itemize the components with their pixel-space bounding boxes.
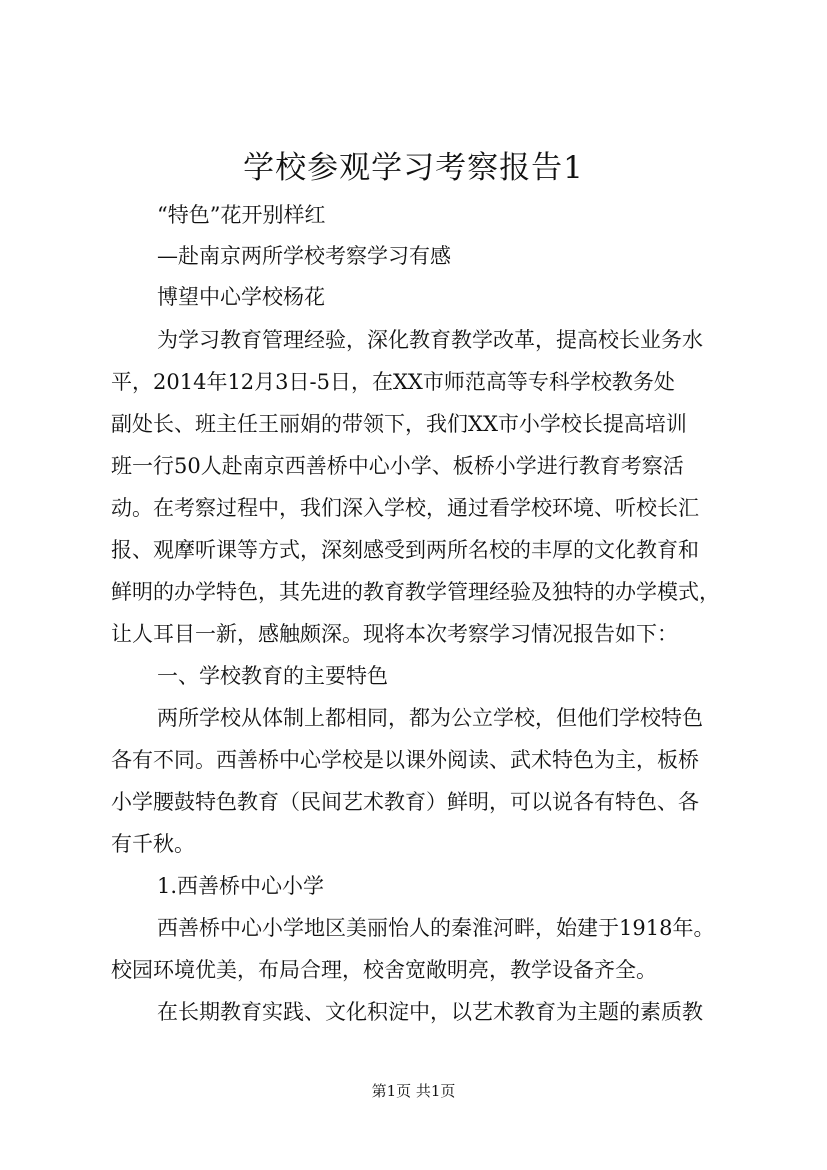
subtitle-line: “特色”花开别样红 — [157, 203, 326, 227]
paragraph-line: 各有不同。西善桥中心学校是以课外阅读、武术特色为主，板桥 — [111, 748, 699, 772]
document-title: 学校参观学习考察报告1 — [243, 150, 584, 186]
paragraph-line: 班一行50人赴南京西善桥中心小学、板桥小学进行教育考察活 — [111, 454, 684, 478]
paragraph-line: 为学习教育管理经验，深化教育教学改革，提高校长业务水 — [157, 328, 703, 352]
subtitle-line: —赴南京两所学校考察学习有感 — [157, 244, 451, 268]
paragraph-line: 报、观摩听课等方式，深刻感受到两所名校的丰厚的文化教育和 — [111, 538, 699, 562]
subsection-heading: 1.西善桥中心小学 — [157, 874, 325, 898]
paragraph-line: 鲜明的办学特色，其先进的教育教学管理经验及独特的办学模式， — [111, 580, 720, 604]
paragraph-line: 校园环境优美，布局合理，校舍宽敞明亮，教学设备齐全。 — [111, 958, 657, 982]
paragraph-line: 两所学校从体制上都相同，都为公立学校，但他们学校特色 — [157, 706, 703, 730]
paragraph-line: 动。在考察过程中，我们深入学校，通过看学校环境、听校长汇 — [111, 496, 699, 520]
paragraph-line: 让人耳目一新，感触颇深。现将本次考察学习情况报告如下： — [111, 622, 678, 646]
paragraph-line: 平，2014年12月3日-5日，在XX市师范高等专科学校教务处 — [111, 370, 675, 394]
paragraph-line: 在长期教育实践、文化积淀中，以艺术教育为主题的素质教 — [157, 1000, 703, 1024]
section-heading: 一、学校教育的主要特色 — [157, 664, 388, 688]
paragraph-line: 小学腰鼓特色教育（民间艺术教育）鲜明，可以说各有特色、各 — [111, 790, 699, 814]
paragraph-line: 西善桥中心小学地区美丽怡人的秦淮河畔，始建于1918年。 — [157, 916, 715, 940]
paragraph-line: 有千秋。 — [111, 832, 195, 856]
page-footer: 第1页 共1页 — [371, 1082, 456, 1100]
author-line: 博望中心学校杨花 — [157, 285, 325, 309]
paragraph-line: 副处长、班主任王丽娟的带领下，我们XX市小学校长提高培训 — [111, 412, 687, 436]
